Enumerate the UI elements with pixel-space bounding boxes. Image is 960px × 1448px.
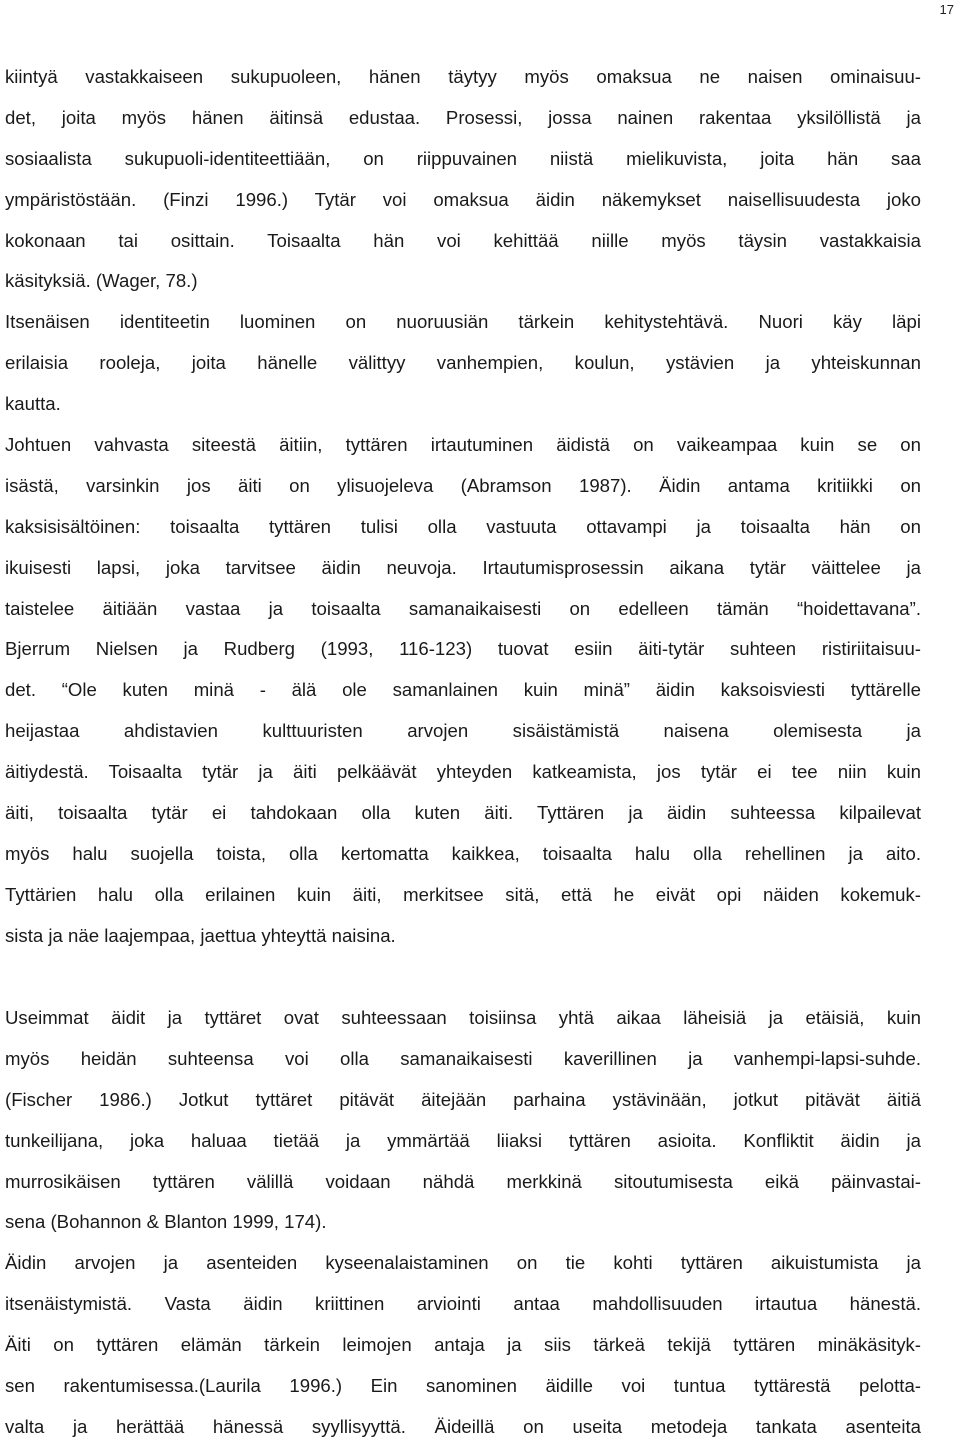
text-line: Tyttärien halu olla erilainen kuin äiti, merkitsee sitä, että he eivät opi näiden kokemuk- [5, 883, 921, 905]
text-line: tunkeilijana, joka haluaa tietää ja ymmärtää liiaksi tyttären asioita. Konfliktit äidin ja [5, 1129, 921, 1151]
text-line: sen rakentumisessa.(Laurila 1996.) Ein sanominen äidille voi tuntua tyttärestä pelotta- [5, 1375, 921, 1397]
text-line: sosiaalista sukupuoli-identiteettiään, on riippuvainen niistä mielikuvista, joita hän saa [5, 147, 921, 169]
text-line: murrosikäisen tyttären välillä voidaan nähdä merkkinä sitoutumisesta eikä päinvastai- [5, 1170, 921, 1192]
text-line: Useimmat äidit ja tyttäret ovat suhteessaan toisiinsa yhtä aikaa läheisiä ja etäisiä, kuin [5, 1007, 921, 1028]
text-line: Bjerrum Nielsen ja Rudberg (1993, 116-123) tuovat esiin äiti-tytär suhteen ristiriitaisuu- [5, 638, 921, 660]
paragraph-block-2 [5, 998, 921, 1448]
page-number: 17 [939, 2, 954, 17]
text-line: äitiydestä. Toisaalta tytär ja äiti pelkäävät yhteyden katkeamista, jos tytär ei tee niin kuin [5, 761, 921, 783]
text-line: Johtuen vahvasta siteestä äitiin, tyttären irtautuminen äidistä on vaikeampaa kuin se on [5, 434, 921, 456]
text-line: ympäristöstään. (Finzi 1996.) Tytär voi omaksua äidin näkemykset naisellisuudesta joko [5, 188, 921, 210]
text-line: Äiti on tyttären elämän tärkein leimojen antaja ja siis tärkeä tekijä tyttären minäkäsityk- [5, 1334, 921, 1356]
text-line: itsenäistymistä. Vasta äidin kriittinen arviointi antaa mahdollisuuden irtautua hänestä. [5, 1293, 921, 1315]
text-line: kautta. [5, 393, 61, 415]
text-line: (Fischer 1986.) Jotkut tyttäret pitävät äitejään parhaina ystävinään, jotkut pitävät äitiä [5, 1088, 921, 1110]
text-line: sista ja näe laajempaa, jaettua yhteyttä naisina. [5, 924, 396, 946]
text-line: Äidin arvojen ja asenteiden kyseenalaistaminen on tie kohti tyttären aikuistumista ja [5, 1252, 921, 1274]
text-line: myös heidän suhteensa voi olla samanaikaisesti kaverillinen ja vanhempi-lapsi-suhde. [5, 1047, 921, 1069]
paragraph-block-1 [5, 57, 921, 957]
text-line: kokonaan tai osittain. Toisaalta hän voi kehittää niille myös täysin vastakkaisia [5, 229, 921, 251]
text-line: kiintyä vastakkaiseen sukupuoleen, hänen täytyy myös omaksua ne naisen ominaisuu- [5, 66, 921, 87]
text-line: valta ja herättää hänessä syyllisyyttä. Äideillä on useita metodeja tankata asenteita [5, 1415, 921, 1437]
text-line: ikuisesti lapsi, joka tarvitsee äidin neuvoja. Irtautumisprosessin aikana tytär väittelee ja [5, 556, 921, 578]
text-line: kaksisisältöinen: toisaalta tyttären tulisi olla vastuuta ottavampi ja toisaalta hän on [5, 515, 921, 537]
text-line: det, joita myös hänen äitinsä edustaa. Prosessi, jossa nainen rakentaa yksilöllistä ja [5, 106, 921, 128]
text-line: käsityksiä. (Wager, 78.) [5, 270, 198, 292]
text-line: isästä, varsinkin jos äiti on ylisuojeleva (Abramson 1987). Äidin antama kritiikki on [5, 474, 921, 496]
text-line: heijastaa ahdistavien kulttuuristen arvojen sisäistämistä naisena olemisesta ja [5, 720, 921, 742]
text-line: äiti, toisaalta tytär ei tahdokaan olla kuten äiti. Tyttären ja äidin suhteessa kilpailevat [5, 802, 921, 824]
text-line: myös halu suojella toista, olla kertomatta kaikkea, toisaalta halu olla rehellinen ja aito. [5, 842, 921, 864]
text-line: det. “Ole kuten minä - älä ole samanlainen kuin minä” äidin kaksoisviesti tyttärelle [5, 679, 921, 701]
text-line: erilaisia rooleja, joita hänelle välittyy vanhempien, koulun, ystävien ja yhteiskunnan [5, 352, 921, 374]
text-line: sena (Bohannon & Blanton 1999, 174). [5, 1211, 327, 1233]
text-line: taistelee äitiään vastaa ja toisaalta samanaikaisesti on edelleen tämän “hoidettavana”. [5, 597, 921, 619]
text-line: Itsenäisen identiteetin luominen on nuoruusiän tärkein kehitystehtävä. Nuori käy läpi [5, 311, 921, 333]
